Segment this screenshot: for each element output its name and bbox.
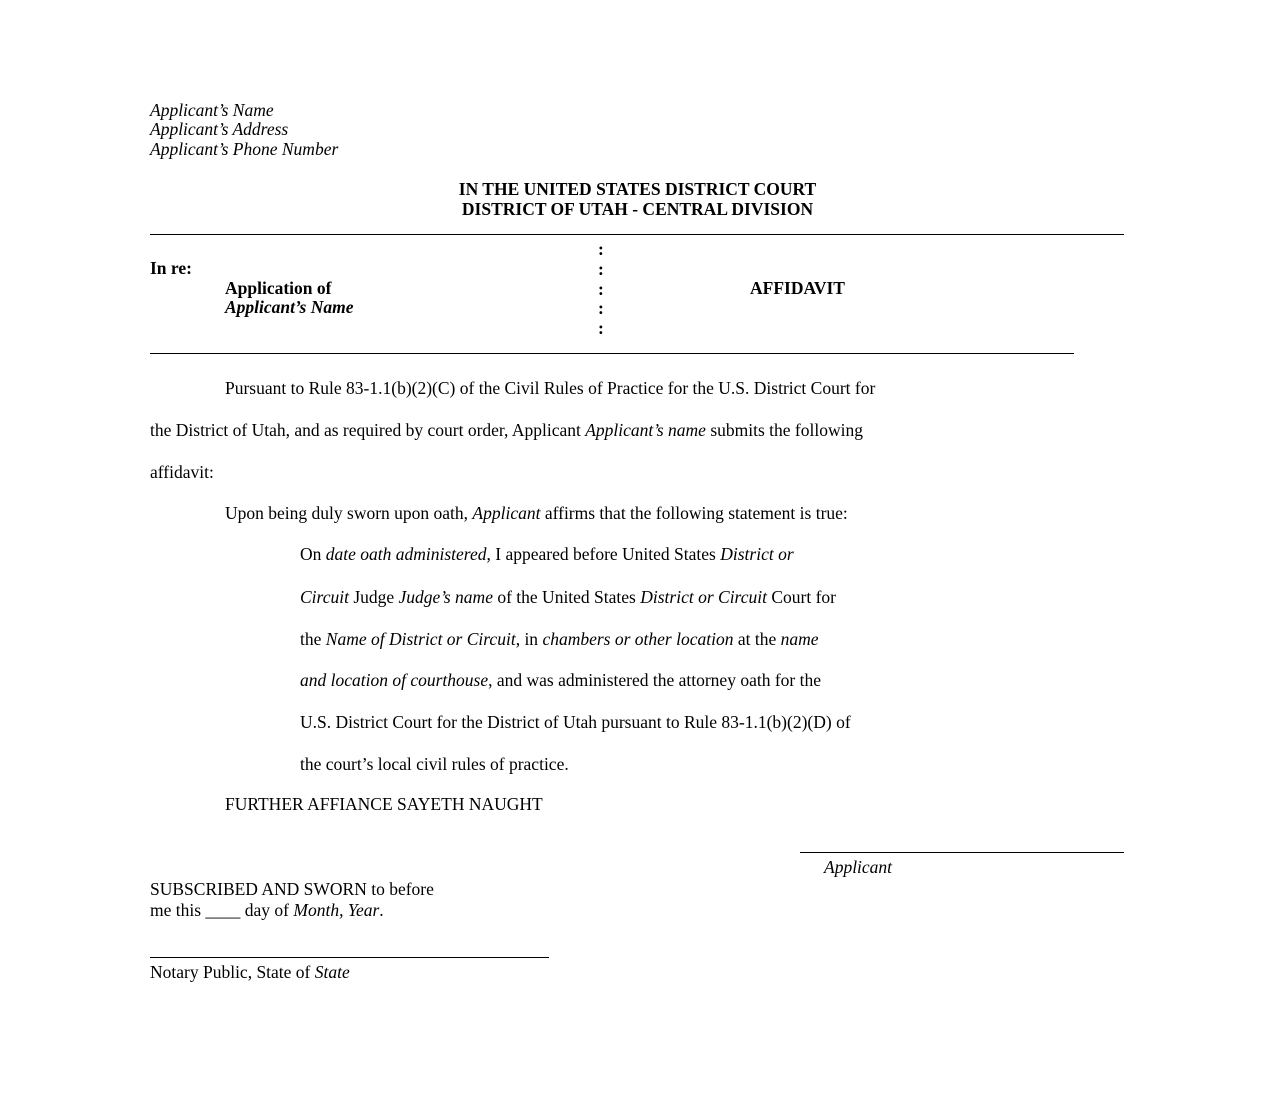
applicant-address-placeholder: Applicant’s Address	[150, 119, 289, 139]
in-re-label: In re:	[150, 258, 192, 278]
intro-line-1: Pursuant to Rule 83-1.1(b)(2)(C) of the Civil Rules of Practice for the U.S. District Court for	[225, 378, 876, 398]
caption-colon: :	[598, 318, 604, 338]
notary-line-2: me this ____ day of Month, Year.	[150, 900, 384, 920]
application-of-label: Application of	[225, 278, 332, 298]
applicant-signature-line	[800, 852, 1124, 853]
document-title: AFFIDAVIT	[750, 278, 845, 298]
applicant-phone-placeholder: Applicant’s Phone Number	[150, 139, 339, 159]
caption-applicant-name: Applicant’s Name	[225, 297, 354, 317]
notary-line-1: SUBSCRIBED AND SWORN to before	[150, 879, 434, 899]
caption-colon: :	[598, 279, 604, 299]
court-title-line2: DISTRICT OF UTAH - CENTRAL DIVISION	[461, 199, 814, 219]
notary-signature-label: Notary Public, State of State	[150, 962, 350, 982]
statement-line-3: the Name of District or Circuit, in chambers or other location at the name	[300, 629, 819, 649]
court-title-line1: IN THE UNITED STATES DISTRICT COURT	[458, 179, 817, 199]
intro-line-3: affidavit:	[150, 462, 214, 482]
caption-colon: :	[598, 239, 604, 259]
caption-top-rule	[150, 234, 1124, 235]
notary-signature-line	[150, 957, 549, 958]
closing-statement: FURTHER AFFIANCE SAYETH NAUGHT	[225, 794, 543, 814]
intro-line-2: the District of Utah, and as required by court order, Applicant Applicant’s name submits the following	[150, 420, 863, 440]
sworn-statement-line: Upon being duly sworn upon oath, Applicant affirms that the following statement is true:	[225, 503, 848, 523]
statement-line-1: On date oath administered, I appeared before United States District or	[300, 544, 794, 564]
statement-line-2: Circuit Judge Judge’s name of the United States District or Circuit Court for	[300, 587, 836, 607]
caption-colon: :	[598, 259, 604, 279]
statement-line-5: U.S. District Court for the District of Utah pursuant to Rule 83-1.1(b)(2)(D) of	[300, 712, 851, 732]
applicant-name-placeholder: Applicant’s Name	[150, 100, 274, 120]
caption-colon: :	[598, 298, 604, 318]
applicant-signature-label: Applicant	[824, 857, 893, 877]
caption-bottom-rule	[150, 353, 1074, 354]
statement-line-4: and location of courthouse, and was administered the attorney oath for the	[300, 670, 821, 690]
statement-line-6: the court’s local civil rules of practice.	[300, 754, 569, 774]
